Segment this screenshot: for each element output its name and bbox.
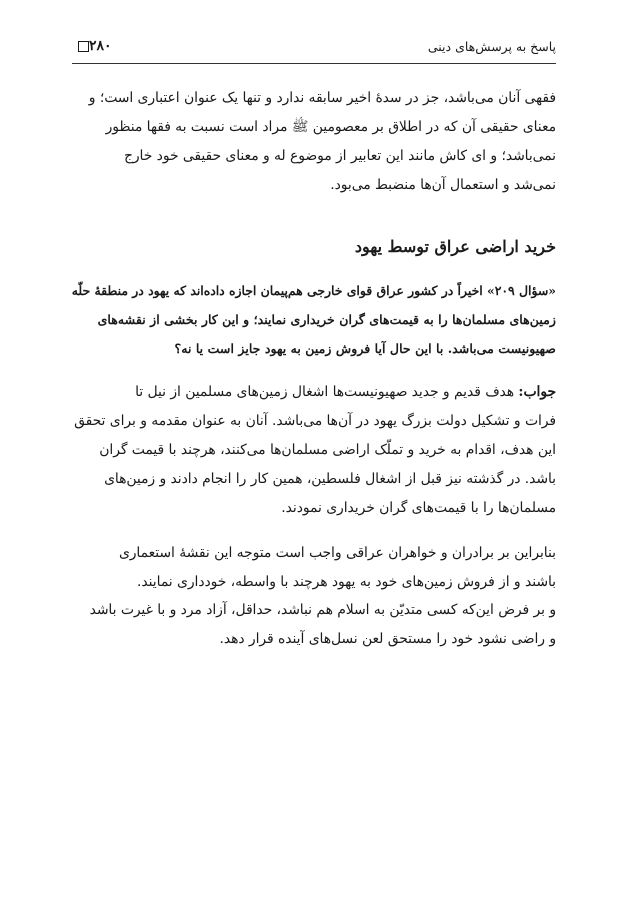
header-divider [72,63,556,64]
text-line: این هدف، اقدام به خرید و تملّک اراضی مسلمان‌ها می‌کنند، هرچند با قیمت گران [99,442,556,458]
page-header [72,38,556,60]
section-heading: خرید اراضی عراق توسط یهود [354,237,556,256]
question-line: «سؤال ۲۰۹» اخیراً در کشور عراق قوای خارجی هم‌پیمان اجازه داده‌اند که یهود در منطقهٔ حلّه [71,283,556,298]
paragraph-1 [70,84,556,200]
text-line: باشد. در گذشته نیز قبل از اشغال فلسطین، همین کار را انجام دادند و زمین‌های [104,471,556,487]
text-line: و بر فرض این‌که کسی متدیّن به اسلام هم نباشد، حداقل، آزاد مرد و با غیرت باشد [89,602,556,618]
running-title: پاسخ به پرسش‌های دینی [427,39,556,54]
square-bullet-icon [78,41,89,52]
text-line: مسلمان‌ها را با قیمت‌های گران خریداری نمودند. [281,500,556,516]
text-line: بنابراین بر برادران و خواهران عراقی واجب است متوجه این نقشهٔ استعماری [118,545,556,561]
text-line: نمی‌شد و استعمال آن‌ها منضبط می‌بود. [330,177,556,193]
text-line: نمی‌باشد؛ و ای کاش مانند این تعابیر از موضوع له و معنای حقیقی خود خارج [123,148,556,164]
text-line: باشند و از فروش زمین‌های خود به یهود هرچند با واسطه، خودداری نمایند. [137,574,556,590]
question-line: زمین‌های مسلمان‌ها را به قیمت‌های گران خریداری نمایند؛ و این کار بخشی از نقشه‌های [97,312,556,327]
answer-first-line: هدف قدیم و جدید صهیونیست‌ها اشغال زمین‌های مسلمین از نیل تا [135,384,519,400]
question-line: صهیونیست می‌باشد. با این حال آیا فروش زمین به یهود جایز است یا نه؟ [174,341,556,356]
text-line: فرات و تشکیل دولت بزرگ یهود در آن‌ها می‌باشد. آنان به عنوان مقدمه و برای تحقق [74,413,556,429]
answer-label: جواب: [518,384,556,400]
text-line [70,378,556,407]
text-line: و راضی نشود خود را مستحق لعن نسل‌های آینده قرار دهد. [219,631,556,647]
answer-block [70,378,556,523]
question-block [70,276,556,363]
paragraph-4 [70,596,556,654]
paragraph-3 [70,539,556,597]
text-line: معنای حقیقی آن که در اطلاق بر معصومین ﷺ مراد است نسبت به فقها منظور [105,119,556,135]
page-number: ۲۸۰ [72,38,112,54]
text-line: فقهی آنان می‌باشد، جز در سدهٔ اخیر سابقه ندارد و تنها یک عنوان اعتباری است؛ و [88,90,556,106]
